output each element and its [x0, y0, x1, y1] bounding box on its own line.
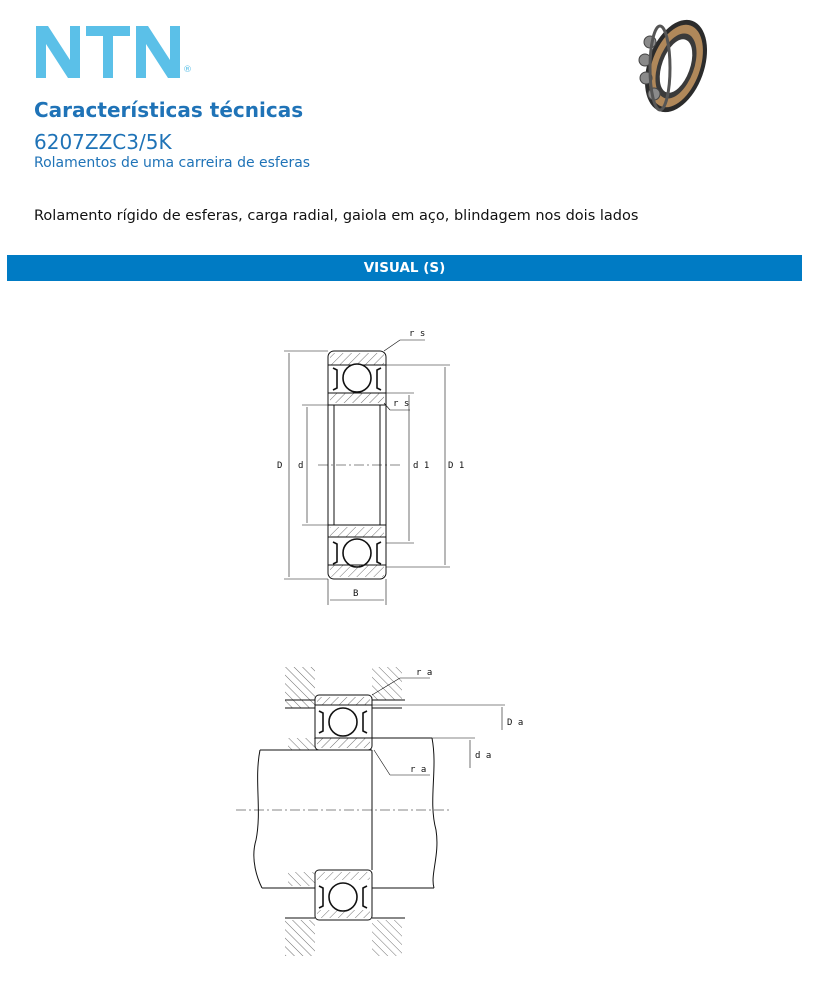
label-d1: d 1	[413, 461, 430, 471]
section-header-visual	[7, 255, 802, 281]
technical-drawing	[0, 300, 822, 998]
part-number: 6207ZZC3/5K	[34, 130, 172, 154]
label-d: d	[298, 461, 304, 471]
registered-mark: ®	[183, 65, 192, 75]
product-category: Rolamentos de uma carreira de esferas	[34, 155, 311, 171]
label-D1: D 1	[448, 461, 465, 471]
product-description: Rolamento rígido de esferas, carga radial, gaiola em aço, blindagem nos dois lados	[34, 208, 639, 224]
mounting-drawing	[236, 667, 505, 956]
label-Da: D a	[507, 718, 524, 728]
section-label: VISUAL (S)	[363, 260, 446, 276]
label-rs-top: r s	[409, 329, 426, 339]
bearing-product-image	[630, 12, 722, 120]
label-D: D	[277, 461, 283, 471]
label-B: B	[353, 589, 359, 599]
label-ra-top: r a	[416, 668, 433, 678]
bearing-cross-section	[284, 340, 450, 605]
label-da: d a	[475, 751, 492, 761]
ntn-logo	[34, 22, 196, 82]
page-title: Características técnicas	[34, 98, 304, 122]
label-rs-inner: r s	[393, 399, 410, 409]
label-ra-inner: r a	[410, 765, 427, 775]
